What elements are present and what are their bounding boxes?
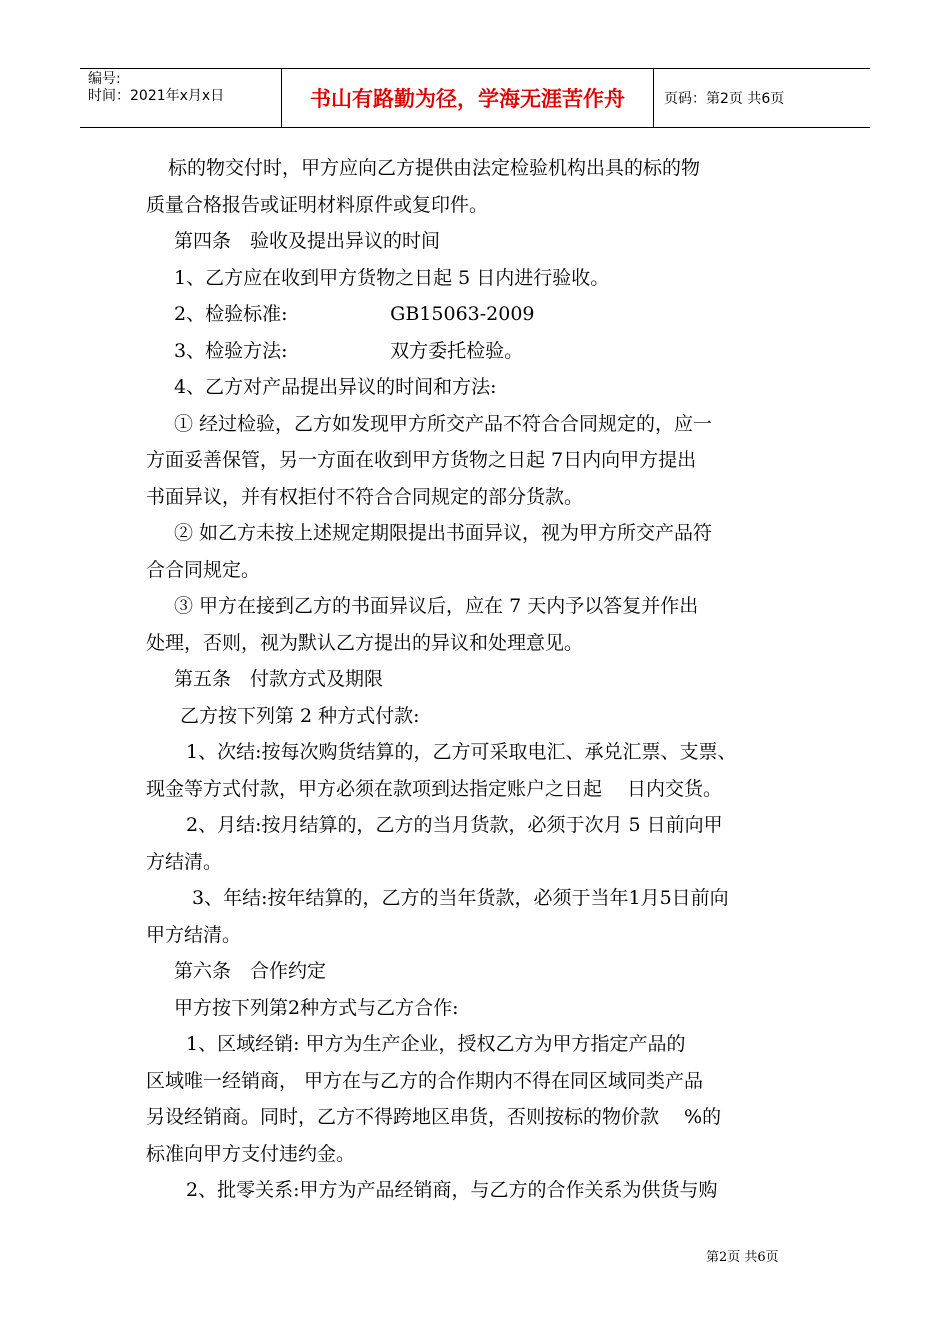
text-line-content: 3、检验方法: 双方委托检验。 (174, 339, 524, 362)
text-line (146, 807, 811, 844)
text-line-content: 1、乙方应在收到甲方货物之日起 5 日内进行验收。 (174, 266, 610, 289)
text-line (146, 880, 811, 917)
text-line (146, 844, 811, 881)
text-line-content: 4、乙方对产品提出异议的时间和方法: (174, 376, 497, 398)
document-number-label: 编号: (88, 71, 121, 87)
text-line (146, 552, 811, 589)
text-line-content: 合合同规定。 (146, 558, 261, 581)
text-line-content: 2、批零关系:甲方为产品经销商，与乙方的合作关系为供货与购 (186, 1179, 718, 1201)
text-line (146, 953, 811, 990)
text-line-content: 2、月结:按月结算的，乙方的当月货款，必须于次月 5 日前向甲 (186, 814, 723, 836)
text-line (146, 1136, 811, 1173)
text-line-content: 区域唯一经销商， 甲方在与乙方的合作期内不得在同区域同类产品 (146, 1069, 704, 1092)
text-line-content: 第六条 合作约定 (174, 960, 327, 982)
text-line (146, 734, 811, 771)
text-line (146, 1099, 811, 1136)
page-footer: 第2页 共6页 (706, 1250, 779, 1265)
text-line-content: 书面异议，并有权拒付不符合合同规定的部分货款。 (146, 485, 584, 508)
text-line-content: 处理，否则，视为默认乙方提出的异议和处理意见。 (146, 631, 584, 654)
text-line (146, 698, 811, 735)
text-line-content: 1、区域经销: 甲方为生产企业，授权乙方为甲方指定产品的 (186, 1033, 686, 1055)
text-line-content: 甲方按下列第2种方式与乙方合作: (174, 996, 459, 1019)
text-line-content: 甲方结清。 (146, 923, 242, 946)
document-date-label: 时间：2021年x月x日 (88, 88, 225, 104)
text-line (146, 369, 811, 406)
text-line (146, 479, 811, 516)
header-page-label: 页码：第2页 共6页 (664, 91, 785, 107)
text-line-content: 方面妥善保管，另一方面在收到甲方货物之日起 7日内向甲方提出 (146, 449, 697, 471)
text-line-content: 3、年结:按年结算的，乙方的当年货款，必须于当年1月5日前向 (192, 887, 729, 909)
text-line (146, 661, 811, 698)
text-line (146, 1026, 811, 1063)
text-line (146, 588, 811, 625)
text-line (146, 625, 811, 662)
text-line (146, 150, 811, 187)
text-line-content: 现金等方式付款，甲方必须在款项到达指定账户之日起 日内交货。 (146, 777, 723, 800)
document-body (146, 150, 811, 1209)
text-line-content: 第四条 验收及提出异议的时间 (174, 230, 441, 252)
text-line-content: ① 经过检验，乙方如发现甲方所交产品不符合合同规定的，应一 (174, 412, 713, 435)
text-line-content: ② 如乙方未按上述规定期限提出书面异议，视为甲方所交产品符 (174, 522, 713, 544)
text-line (146, 917, 811, 954)
text-line-content: 标准向甲方支付违约金。 (146, 1142, 356, 1165)
text-line (146, 406, 811, 443)
header-motto: 书山有路勤为径，学海无涯苦作舟 (282, 69, 654, 127)
page-header (80, 68, 870, 128)
text-line-content: 另设经销商。同时，乙方不得跨地区串货，否则按标的物价款 %的 (146, 1106, 722, 1128)
text-line-content: 质量合格报告或证明材料原件或复印件。 (146, 193, 489, 216)
text-line (146, 1172, 811, 1209)
text-line (146, 333, 811, 370)
text-line-content: 第五条 付款方式及期限 (174, 668, 384, 690)
text-line-content: 方结清。 (146, 850, 223, 873)
text-line (146, 990, 811, 1027)
text-line-content: 2、检验标准: GB15063-2009 (174, 303, 535, 325)
text-line-content: ③ 甲方在接到乙方的书面异议后，应在 7 天内予以答复并作出 (174, 595, 699, 617)
text-line (146, 260, 811, 297)
text-line (146, 515, 811, 552)
text-line (146, 771, 811, 808)
text-line (146, 1063, 811, 1100)
header-meta (80, 69, 282, 127)
text-line-content: 1、次结:按每次购货结算的，乙方可采取电汇、承兑汇票、支票、 (186, 741, 737, 763)
text-line-content: 标的物交付时，甲方应向乙方提供由法定检验机构出具的标的物 (168, 157, 701, 179)
text-line-content: 乙方按下列第 2 种方式付款: (180, 704, 420, 727)
text-line (146, 187, 811, 224)
text-line (146, 442, 811, 479)
text-line (146, 296, 811, 333)
text-line (146, 223, 811, 260)
